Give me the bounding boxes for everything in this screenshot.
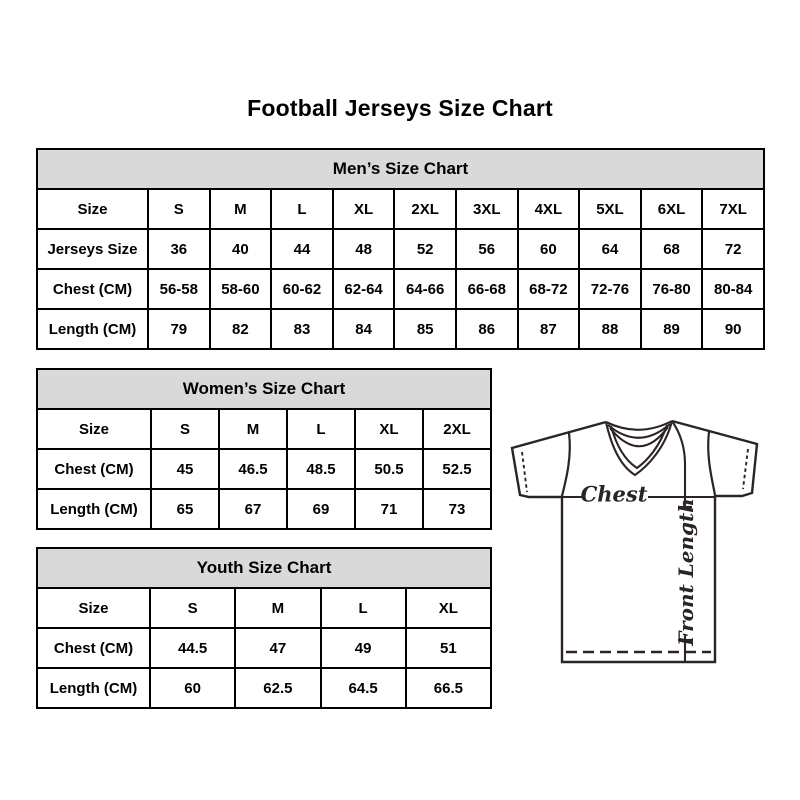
- chest-label: Chest: [580, 481, 648, 507]
- row-label-cell: Length (CM): [37, 309, 148, 349]
- table-row: [37, 668, 491, 708]
- column-header-row: [37, 409, 491, 449]
- value-cell: 62.5: [235, 668, 320, 708]
- value-cell: 45: [151, 449, 219, 489]
- row-label-cell: Chest (CM): [37, 449, 151, 489]
- size-header-cell: Size: [37, 409, 151, 449]
- table-row: [37, 309, 764, 349]
- value-cell: 44: [271, 229, 333, 269]
- table-title: Youth Size Chart: [37, 548, 491, 588]
- value-cell: 72: [702, 229, 764, 269]
- value-cell: 83: [271, 309, 333, 349]
- table-title: Women’s Size Chart: [37, 369, 491, 409]
- value-cell: 50.5: [355, 449, 423, 489]
- size-column-header: M: [219, 409, 287, 449]
- size-header-cell: Size: [37, 588, 150, 628]
- womens-size-chart-table: [36, 368, 492, 530]
- table-title: Men’s Size Chart: [37, 149, 764, 189]
- row-label-cell: Chest (CM): [37, 628, 150, 668]
- value-cell: 36: [148, 229, 210, 269]
- size-column-header: S: [148, 189, 210, 229]
- collar-band-top: [606, 421, 672, 430]
- cuff-dashed-line-right: [743, 449, 748, 489]
- table-row: [37, 229, 764, 269]
- value-cell: 40: [210, 229, 272, 269]
- row-label-cell: Length (CM): [37, 489, 151, 529]
- value-cell: 90: [702, 309, 764, 349]
- value-cell: 60-62: [271, 269, 333, 309]
- size-column-header: L: [271, 189, 333, 229]
- value-cell: 73: [423, 489, 491, 529]
- value-cell: 80-84: [702, 269, 764, 309]
- column-header-row: [37, 189, 764, 229]
- value-cell: 52.5: [423, 449, 491, 489]
- row-label-cell: Length (CM): [37, 668, 150, 708]
- size-column-header: S: [150, 588, 235, 628]
- value-cell: 49: [321, 628, 406, 668]
- value-cell: 60: [518, 229, 580, 269]
- value-cell: 79: [148, 309, 210, 349]
- row-label-cell: Chest (CM): [37, 269, 148, 309]
- value-cell: 44.5: [150, 628, 235, 668]
- table-row: [37, 269, 764, 309]
- table-title-row: [37, 548, 491, 588]
- size-column-header: XL: [406, 588, 491, 628]
- table-title-row: [37, 369, 491, 409]
- table-row: [37, 449, 491, 489]
- armhole-seam-right: [708, 432, 715, 495]
- table-row: [37, 489, 491, 529]
- size-column-header: 4XL: [518, 189, 580, 229]
- value-cell: 84: [333, 309, 395, 349]
- value-cell: 82: [210, 309, 272, 349]
- value-cell: 76-80: [641, 269, 703, 309]
- table-title-row: [37, 149, 764, 189]
- size-column-header: L: [287, 409, 355, 449]
- size-column-header: 7XL: [702, 189, 764, 229]
- value-cell: 86: [456, 309, 518, 349]
- value-cell: 64.5: [321, 668, 406, 708]
- row-label-cell: Jerseys Size: [37, 229, 148, 269]
- value-cell: 66-68: [456, 269, 518, 309]
- size-column-header: 2XL: [394, 189, 456, 229]
- value-cell: 56-58: [148, 269, 210, 309]
- jersey-outline: [512, 421, 757, 662]
- value-cell: 58-60: [210, 269, 272, 309]
- size-column-header: 5XL: [579, 189, 641, 229]
- front-length-label: Front Length: [674, 498, 698, 646]
- value-cell: 56: [456, 229, 518, 269]
- value-cell: 72-76: [579, 269, 641, 309]
- value-cell: 62-64: [333, 269, 395, 309]
- value-cell: 64-66: [394, 269, 456, 309]
- size-column-header: 2XL: [423, 409, 491, 449]
- table-row: [37, 628, 491, 668]
- size-column-header: L: [321, 588, 406, 628]
- value-cell: 69: [287, 489, 355, 529]
- size-column-header: M: [210, 189, 272, 229]
- value-cell: 68-72: [518, 269, 580, 309]
- size-column-header: XL: [355, 409, 423, 449]
- value-cell: 51: [406, 628, 491, 668]
- armhole-seam-left: [562, 433, 570, 496]
- value-cell: 87: [518, 309, 580, 349]
- front-length-line-top: [672, 421, 685, 507]
- value-cell: 52: [394, 229, 456, 269]
- value-cell: 85: [394, 309, 456, 349]
- jersey-diagram: [502, 402, 774, 694]
- value-cell: 48: [333, 229, 395, 269]
- size-column-header: XL: [333, 189, 395, 229]
- value-cell: 88: [579, 309, 641, 349]
- value-cell: 65: [151, 489, 219, 529]
- column-header-row: [37, 588, 491, 628]
- value-cell: 64: [579, 229, 641, 269]
- value-cell: 66.5: [406, 668, 491, 708]
- mens-size-chart-table: [36, 148, 765, 350]
- size-column-header: M: [235, 588, 320, 628]
- size-column-header: S: [151, 409, 219, 449]
- size-column-header: 3XL: [456, 189, 518, 229]
- value-cell: 67: [219, 489, 287, 529]
- value-cell: 48.5: [287, 449, 355, 489]
- value-cell: 71: [355, 489, 423, 529]
- size-column-header: 6XL: [641, 189, 703, 229]
- cuff-dashed-line-left: [522, 452, 527, 492]
- value-cell: 60: [150, 668, 235, 708]
- value-cell: 89: [641, 309, 703, 349]
- value-cell: 68: [641, 229, 703, 269]
- value-cell: 46.5: [219, 449, 287, 489]
- page-title: Football Jerseys Size Chart: [247, 95, 553, 121]
- size-header-cell: Size: [37, 189, 148, 229]
- value-cell: 47: [235, 628, 320, 668]
- youth-size-chart-table: [36, 547, 492, 709]
